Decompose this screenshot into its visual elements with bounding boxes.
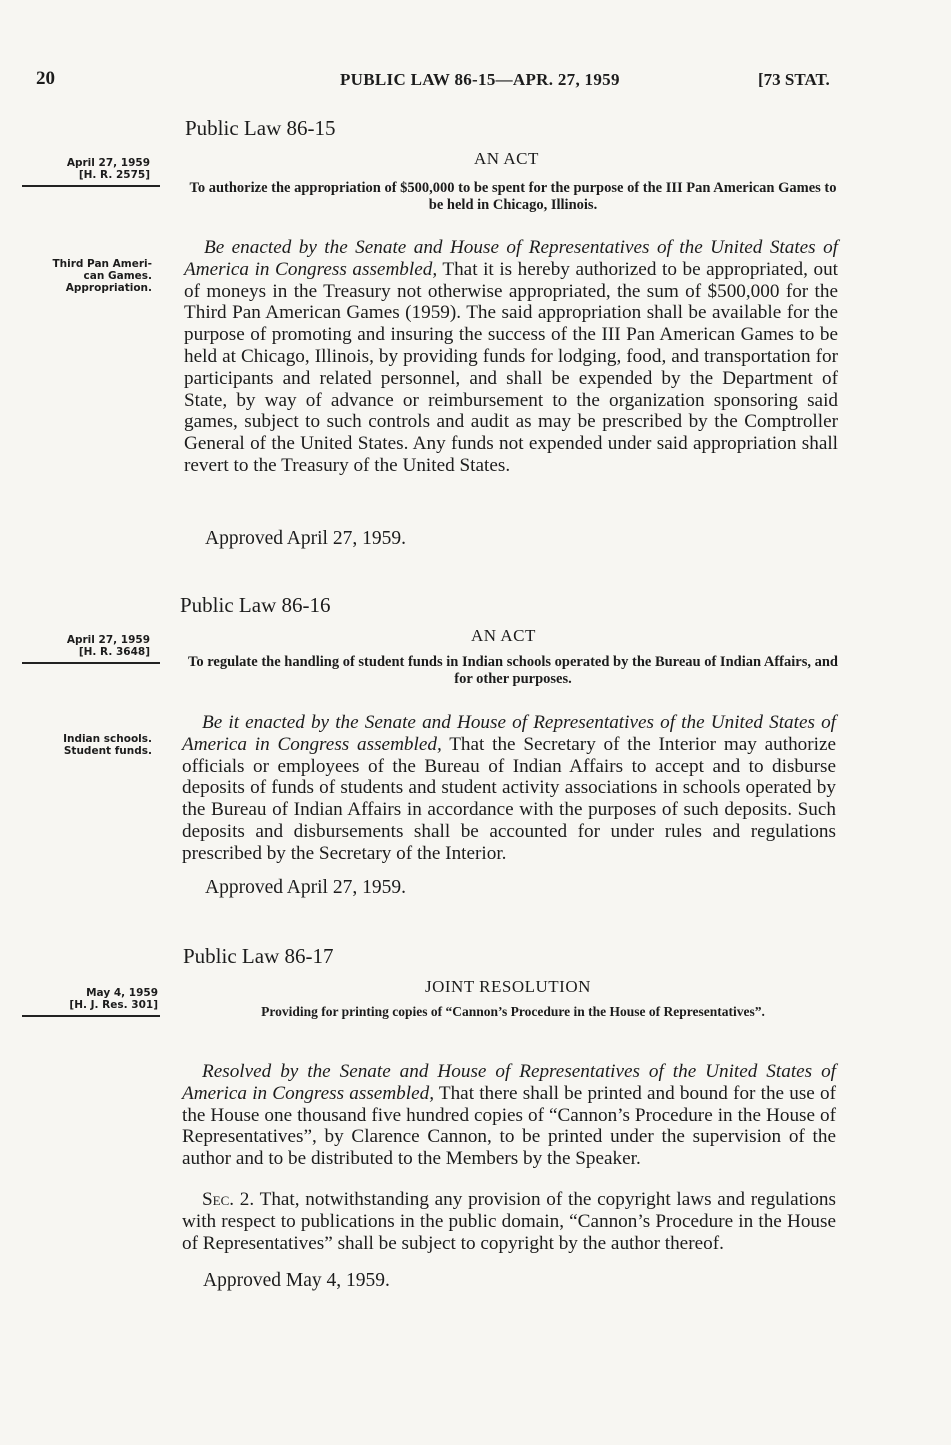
side-divider [22, 1015, 160, 1017]
law-body [182, 1061, 836, 1170]
act-purpose: To regulate the handling of student funds in Indian schools operated by the Bureau of Indian Affairs, and for other purposes. [188, 654, 838, 687]
enacting-clause: Be it enacted by the Senate and House of Representatives of the United States of America in Congress assembled, [182, 712, 836, 755]
act-label: JOINT RESOLUTION [425, 977, 591, 996]
act-label: AN ACT [474, 149, 539, 168]
law-title: Public Law 86-17 [183, 944, 334, 968]
law-body [184, 237, 838, 477]
law-title: Public Law 86-16 [180, 593, 331, 617]
law-body [182, 712, 836, 865]
page-number: 20 [36, 68, 55, 89]
margin-note: Indian schools. Student funds. [63, 733, 152, 757]
side-date: April 27, 1959 [H. R. 3648] [66, 634, 150, 658]
law-title: Public Law 86-15 [185, 116, 336, 140]
law-text: That it is hereby authorized to be appropriated, out of moneys in the Treasury not otherwise appropriated, the sum of $500,000 for the Third Pan American Games (1959). The said appropriation shall be available for the purpose of promoting and insuring the success of the III Pan American Games to be held at Chicago, Illinois, by providing funds for lodging, food, and transportation for participants and related personnel, and shall be expended by the Department of State, by way of advance or reimbursement to the organization sponsoring said games, subject to such controls and audit as may be prescribed by the Comptroller General of the United States. Any funds not expended under said appropriation shall revert to the Treasury of the United States. [184, 258, 838, 476]
approval-line: Approved April 27, 1959. [205, 528, 406, 549]
law-section-2 [182, 1189, 836, 1254]
approval-line: Approved April 27, 1959. [205, 877, 406, 898]
side-divider [22, 662, 160, 664]
side-divider [22, 185, 160, 187]
running-header: PUBLIC LAW 86-15—APR. 27, 1959 [340, 70, 620, 89]
enacting-clause: Resolved by the Senate and House of Representatives of the United States of America in Congress assembled, [182, 1061, 836, 1104]
act-purpose: To authorize the appropriation of $500,000 to be spent for the purpose of the III Pan American Games to be held in Chicago, Illinois. [189, 180, 837, 213]
section-label: Sec. 2. [202, 1189, 255, 1210]
law-text: That there shall be printed and bound for the use of the House one thousand five hundred copies of “Cannon’s Procedure in the House of Representatives”, by Clarence Cannon, to be printed under the supervision of the author and to be distributed to the Members by the Speaker. [182, 1082, 836, 1170]
margin-note: Third Pan Ameri- can Games. Appropriation. [52, 258, 152, 294]
law-text: That the Secretary of the Interior may authorize officials or employees of the Bureau of Indian Affairs to accept and to disburse deposits of funds of students and student activity associations in schools operated by the Bureau of Indian Affairs in accordance with the purposes of such deposits. Such deposits and disbursements shall be accounted for under rules and regulations prescribed by the Secretary of the Interior. [182, 733, 837, 864]
approval-line: Approved May 4, 1959. [203, 1270, 390, 1291]
enacting-clause: Be enacted by the Senate and House of Representatives of the United States of America in Congress assembled, [184, 237, 838, 280]
side-date: May 4, 1959 [H. J. Res. 301] [69, 987, 158, 1011]
act-purpose: Providing for printing copies of “Cannon’s Procedure in the House of Representatives”. [261, 1004, 765, 1019]
section-text: That, notwithstanding any provision of the copyright laws and regulations with respect to publications in the public domain, “Cannon’s Procedure in the House of Representatives” shall be subject to copyright by the author thereof. [182, 1189, 836, 1254]
statute-reference: [73 STAT. [758, 70, 830, 89]
act-label: AN ACT [471, 626, 536, 645]
side-date: April 27, 1959 [H. R. 2575] [66, 157, 150, 181]
